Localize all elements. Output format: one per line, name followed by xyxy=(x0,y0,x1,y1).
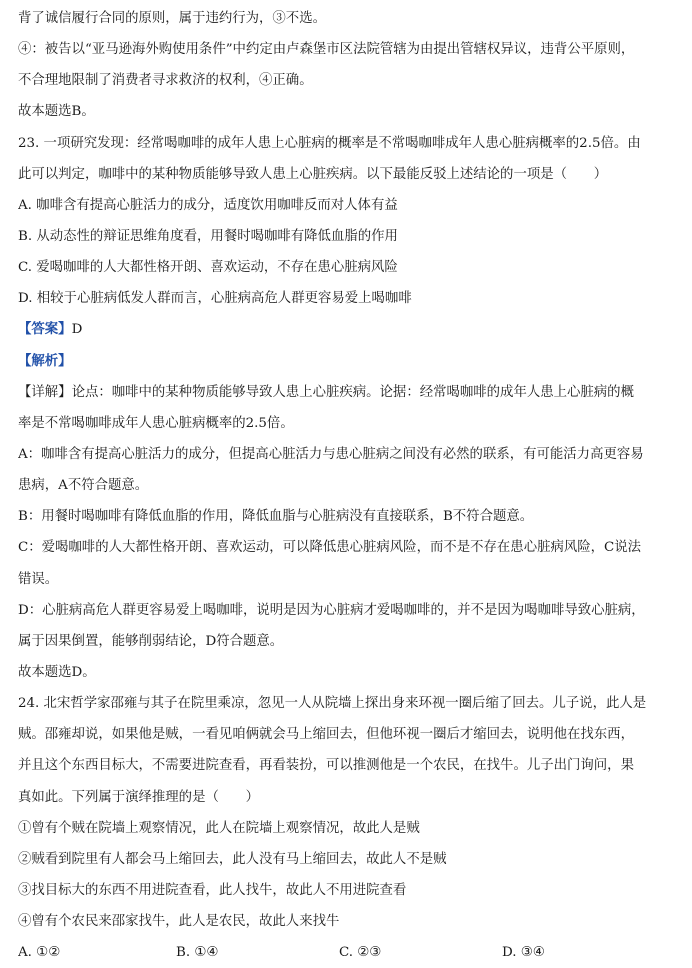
question-24-option-a: A. ①② xyxy=(18,945,61,961)
question-24-stem: 贼。邵雍却说，如果他是贼，一看见咱俩就会马上缩回去，但他环视一圈后才缩回去，说明他在找东西， xyxy=(18,727,634,743)
question-24-option-b: B. ①④ xyxy=(176,945,219,961)
detail-text: 错误。 xyxy=(18,571,59,587)
question-23-stem: 23. 一项研究发现：经常喝咖啡的成年人患上心脏病的概率是不常喝咖啡成年人患心脏病概率的2.5倍。由 xyxy=(18,135,641,151)
question-23-option-d: D. 相较于心脏病低发人群而言，心脏病高危人群更容易爱上喝咖啡 xyxy=(18,291,412,307)
detail-line xyxy=(18,377,674,408)
question-24-statement: ①曾有个贼在院墙上观察情况，此人在院墙上观察情况，故此人是贼 xyxy=(18,820,420,836)
question-24-option-d: D. ③④ xyxy=(502,945,545,961)
answer-line xyxy=(18,314,674,345)
detail-text: 患病，A不符合题意。 xyxy=(18,478,149,494)
answer-value: D xyxy=(71,322,83,338)
question-24-stem: 并且这个东西目标大，不需要进院查看，再看装扮，可以推测他是一个农民，在找牛。儿子出门询问，果 xyxy=(18,758,634,774)
detail-text: D：心脏病高危人群更容易爱上喝咖啡，说明是因为心脏病才爱喝咖啡的，并不是因为喝咖啡导致心脏病， xyxy=(18,602,645,618)
detail-text: C：爱喝咖啡的人大都性格开朗、喜欢运动，可以降低患心脏病风险，而不是不存在患心脏病风险，C说法 xyxy=(18,540,642,556)
answer-tag: 【答案】 xyxy=(18,321,72,338)
question-24-stem: 24. 北宋哲学家邵雍与其子在院里乘凉，忽见一人从院墙上探出身来环视一圈后缩了回去。儿子说，此人是 xyxy=(18,696,647,712)
question-23-option-a: A. 咖啡含有提高心脏活力的成分，适度饮用咖啡反而对人体有益 xyxy=(18,197,398,213)
text-line: ④：被告以“亚马逊海外购使用条件”中约定由卢森堡市区法院管辖为由提出管辖权异议，违背公平原则， xyxy=(18,42,635,58)
question-24-statement: ④曾有个农民来邵家找牛，此人是农民，故此人来找牛 xyxy=(18,914,340,930)
text-line: 不合理地限制了消费者寻求救济的权利，④正确。 xyxy=(18,73,313,89)
question-23-option-c: C. 爱喝咖啡的人大都性格开朗、喜欢运动，不存在患心脏病风险 xyxy=(18,260,398,276)
question-24-statement: ③找目标大的东西不用进院查看，此人找牛，故此人不用进院查看 xyxy=(18,882,407,898)
detail-conclusion: 故本题选D。 xyxy=(18,664,96,680)
analysis-line xyxy=(18,346,674,377)
question-24-options xyxy=(18,937,674,968)
detail-text: B：用餐时喝咖啡有降低血脂的作用，降低血脂与心脏病没有直接联系，B不符合题意。 xyxy=(18,509,534,525)
text-line: 背了诚信履行合同的原则，属于违约行为，③不选。 xyxy=(18,11,326,26)
question-23-option-b: B. 从动态性的辩证思维角度看，用餐时喝咖啡有降低血脂的作用 xyxy=(18,228,398,244)
question-24-stem: 真如此。下列属于演绎推理的是（ ） xyxy=(18,789,260,805)
question-24-option-c: C. ②③ xyxy=(339,945,382,961)
text-line: 故本题选B。 xyxy=(18,104,95,120)
detail-text: 率是不常喝咖啡成年人患心脏病概率的2.5倍。 xyxy=(18,415,294,431)
question-23-stem: 此可以判定，咖啡中的某种物质能够导致人患上心脏疾病。以下最能反驳上述结论的一项是（ ） xyxy=(18,166,608,182)
detail-text: 论点：咖啡中的某种物质能够导致人患上心脏疾病。论据：经常喝咖啡的成年人患上心脏病的概 xyxy=(71,384,634,400)
analysis-tag: 【解析】 xyxy=(18,352,72,369)
question-24-statement: ②贼看到院里有人都会马上缩回去，此人没有马上缩回去，故此人不是贼 xyxy=(18,851,447,867)
detail-tag: 【详解】 xyxy=(18,384,72,400)
detail-text: A：咖啡含有提高心脏活力的成分，但提高心脏活力与患心脏病之间没有必然的联系，有可能活力高更容易 xyxy=(18,446,644,462)
detail-text: 属于因果倒置，能够削弱结论，D符合题意。 xyxy=(18,633,284,649)
